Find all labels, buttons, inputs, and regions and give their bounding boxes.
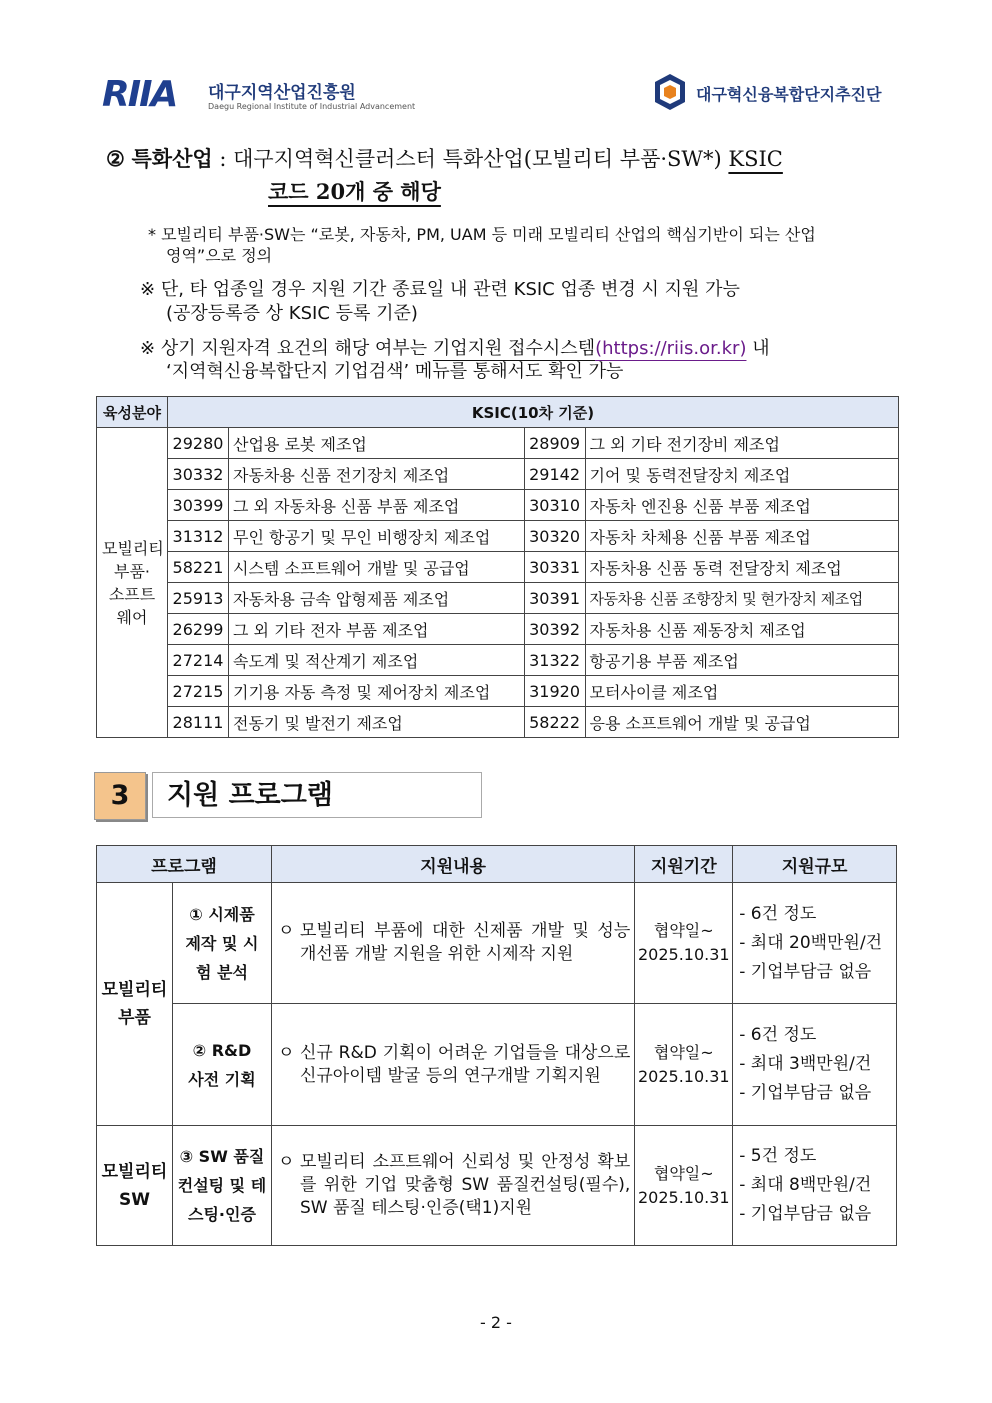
ksic-code: 27215 — [168, 676, 229, 707]
program-scale-line: - 6건 정도 — [739, 1025, 817, 1045]
footnote-line2: 영역”으로 정의 — [166, 246, 273, 265]
remark2-system-link[interactable]: 기업지원 접수시스템 — [432, 338, 596, 359]
ksic-field-cell — [97, 428, 168, 738]
program-period-end: 2025.10.31 — [637, 1066, 730, 1086]
remark2-post: 내 — [746, 338, 770, 359]
riia-logo-subtitle: Daegu Regional Institute of Industrial Advancement — [208, 102, 416, 111]
table-row — [97, 521, 899, 552]
ksic-code: 30399 — [168, 490, 229, 521]
program-content — [271, 1126, 634, 1246]
remark2-mark: ※ — [140, 338, 156, 359]
bullet-mark: ㅇ — [277, 1042, 295, 1063]
ksic-header-row — [97, 397, 899, 428]
program-subcategory — [172, 1004, 271, 1126]
section2-colon: : — [212, 147, 234, 171]
riia-logo-mark-text: RIIA — [102, 74, 177, 115]
section3-number: 3 — [94, 772, 146, 820]
program-scale — [733, 1004, 897, 1126]
table-row — [97, 645, 899, 676]
program-category-label: 모빌리티 SW — [101, 1161, 168, 1210]
ksic-code: 30332 — [168, 459, 229, 490]
ksic-code: 28909 — [524, 428, 585, 459]
remark1-line2: (공장등록증 상 KSIC 등록 기준) — [166, 303, 418, 324]
ksic-field-label: 모빌리티 부품· 소프트 웨어 — [102, 538, 164, 627]
program-subcategory-label: ① 시제품 제작 및 시험 분석 — [185, 904, 259, 982]
table-row — [97, 883, 897, 1004]
program-scale-line: - 5건 정도 — [739, 1146, 817, 1166]
table-row — [97, 614, 899, 645]
footnote-line1: 모빌리티 부품·SW는 “로봇, 자동차, PM, UAM 등 미래 모빌리티 산업의 핵심기반이 되는 산업 — [161, 225, 816, 244]
ksic-code: 30310 — [524, 490, 585, 521]
program-category — [97, 883, 173, 1126]
hexagon-logo-icon — [652, 72, 688, 112]
section2-label: 특화산업 — [131, 146, 213, 171]
ksic-name: 자동차용 신품 전기장치 제조업 — [229, 459, 525, 490]
ksic-header-field: 육성분야 — [97, 397, 168, 428]
program-subcategory — [172, 883, 271, 1004]
table-row — [97, 676, 899, 707]
program-category-label: 모빌리티 부품 — [101, 980, 168, 1028]
program-content — [271, 1004, 634, 1126]
riia-logo-name: 대구지역산업진흥원 — [208, 83, 356, 103]
program-scale-line: - 최대 8백만원/건 — [739, 1175, 872, 1195]
table-row — [97, 428, 899, 459]
ksic-name: 그 외 기타 전기장비 제조업 — [585, 428, 898, 459]
ksic-name: 기기용 자동 측정 및 제어장치 제조업 — [229, 676, 525, 707]
ksic-code: 29142 — [524, 459, 585, 490]
program-period-start: 협약일~ — [653, 921, 714, 940]
ksic-name: 자동차용 금속 압형제품 제조업 — [229, 583, 525, 614]
program-content-text: 모빌리티 부품에 대한 신제품 개발 및 성능 개선품 개발 지원을 위한 시제작 지원 — [299, 921, 631, 964]
table-row — [97, 583, 899, 614]
bullet-mark: ㅇ — [277, 921, 295, 941]
program-content-text: 모빌리티 소프트웨어 신뢰성 및 안정성 확보를 위한 기업 맞춤형 SW 품질컨설팅(필수), SW 품질 테스팅·인증(택1)지원 — [299, 1152, 631, 1218]
table-row — [97, 1004, 897, 1126]
ksic-code: 29280 — [168, 428, 229, 459]
ksic-name: 자동차용 신품 동력 전달장치 제조업 — [585, 552, 898, 583]
bullet-mark: ㅇ — [277, 1152, 295, 1172]
section2-heading-line2: 코드 20개 중 해당 — [268, 179, 441, 204]
ksic-code: 25913 — [168, 583, 229, 614]
program-scale-line: - 최대 3백만원/건 — [739, 1054, 872, 1074]
ksic-code: 30392 — [524, 614, 585, 645]
remark1 — [140, 278, 740, 302]
program-period-end: 2025.10.31 — [637, 945, 730, 964]
program-period-start: 협약일~ — [653, 1042, 714, 1062]
table-row — [97, 490, 899, 521]
program-scale — [733, 1126, 897, 1246]
program-period — [635, 883, 733, 1004]
section2-number: ② — [106, 146, 125, 171]
ksic-code: 31920 — [524, 676, 585, 707]
program-header-row — [97, 846, 897, 883]
remark2-line2: ‘지역혁신융복합단지 기업검색’ 메뉴를 통해서도 확인 가능 — [166, 361, 624, 382]
table-row — [97, 552, 899, 583]
remark2-url-link[interactable]: (https://riis.or.kr) — [595, 338, 747, 359]
program-category — [97, 1126, 173, 1246]
ksic-code: 30391 — [524, 583, 585, 614]
section2-ksic-underlined: KSIC — [728, 147, 783, 171]
program-header-scale: 지원규모 — [733, 846, 897, 883]
program-subcategory — [172, 1126, 271, 1246]
ksic-code: 31322 — [524, 645, 585, 676]
program-period — [635, 1004, 733, 1126]
ksic-name: 속도계 및 적산계기 제조업 — [229, 645, 525, 676]
remark2-pre: 상기 지원자격 요건의 해당 여부는 — [160, 338, 433, 359]
ksic-name: 산업용 로봇 제조업 — [229, 428, 525, 459]
program-header-content: 지원내용 — [271, 846, 634, 883]
table-row — [97, 1126, 897, 1246]
program-period-end: 2025.10.31 — [637, 1187, 730, 1207]
section2-heading — [106, 144, 906, 174]
ksic-name: 기어 및 동력전달장치 제조업 — [585, 459, 898, 490]
remark1-mark: ※ — [140, 279, 156, 300]
riia-logo-mark — [102, 74, 176, 115]
program-scale-line: - 기업부담금 없음 — [739, 1083, 872, 1103]
program-table — [96, 845, 897, 1246]
program-subcategory-label: ② R&D 사전 기획 — [188, 1040, 256, 1089]
program-content — [271, 883, 634, 1004]
program-period — [635, 1126, 733, 1246]
section3-title: 지원 프로그램 — [152, 772, 482, 818]
table-row — [97, 459, 899, 490]
ksic-code: 30320 — [524, 521, 585, 552]
ksic-name: 자동차용 신품 제동장치 제조업 — [585, 614, 898, 645]
ksic-code: 30331 — [524, 552, 585, 583]
program-scale-line: - 기업부담금 없음 — [739, 1204, 872, 1224]
footnote — [148, 224, 908, 245]
remark2 — [140, 337, 770, 361]
ksic-table — [96, 396, 899, 738]
program-header-period: 지원기간 — [635, 846, 733, 883]
program-content-text: 신규 R&D 기획이 어려운 기업들을 대상으로 신규아이템 발굴 등의 연구개발 기획지원 — [299, 1042, 631, 1086]
section2-text: 대구지역혁신클러스터 특화산업(모빌리티 부품·SW*) — [233, 147, 722, 171]
ksic-code: 31312 — [168, 521, 229, 552]
table-row — [97, 707, 899, 738]
daegu-innovation-logo — [652, 72, 912, 112]
daegu-innovation-logo-name: 대구혁신융복합단지추진단 — [696, 85, 882, 104]
program-scale-line: - 최대 20백만원/건 — [739, 932, 883, 953]
program-scale — [733, 883, 897, 1004]
ksic-header-code: KSIC(10차 기준) — [168, 397, 899, 428]
ksic-name: 전동기 및 발전기 제조업 — [229, 707, 525, 738]
program-scale-line: - 기업부담금 없음 — [739, 961, 872, 982]
riia-logo — [100, 72, 416, 120]
ksic-name: 그 외 자동차용 신품 부품 제조업 — [229, 490, 525, 521]
program-scale-line: - 6건 정도 — [739, 903, 817, 924]
program-period-start: 협약일~ — [653, 1163, 714, 1183]
ksic-name: 자동차 차체용 신품 부품 제조업 — [585, 521, 898, 552]
ksic-code: 28111 — [168, 707, 229, 738]
ksic-name: 항공기용 부품 제조업 — [585, 645, 898, 676]
ksic-code: 26299 — [168, 614, 229, 645]
ksic-name: 시스템 소프트웨어 개발 및 공급업 — [229, 552, 525, 583]
ksic-name: 무인 항공기 및 무인 비행장치 제조업 — [229, 521, 525, 552]
ksic-name: 자동차 엔진용 신품 부품 제조업 — [585, 490, 898, 521]
ksic-code: 58221 — [168, 552, 229, 583]
program-header-program: 프로그램 — [97, 846, 272, 883]
ksic-code: 27214 — [168, 645, 229, 676]
footnote-mark: * — [148, 225, 156, 244]
remark1-line1: 단, 타 업종일 경우 지원 기간 종료일 내 관련 KSIC 업종 변경 시 지원 가능 — [160, 279, 740, 300]
program-subcategory-label: ③ SW 품질 컨설팅 및 테스팅·인증 — [177, 1147, 267, 1224]
ksic-name: 그 외 기타 전자 부품 제조업 — [229, 614, 525, 645]
ksic-name: 응용 소프트웨어 개발 및 공급업 — [585, 707, 898, 738]
ksic-name: 자동차용 신품 조향장치 및 현가장치 제조업 — [585, 583, 898, 614]
ksic-name: 모터사이클 제조업 — [585, 676, 898, 707]
page-number: - 2 - — [480, 1313, 512, 1332]
ksic-code: 58222 — [524, 707, 585, 738]
